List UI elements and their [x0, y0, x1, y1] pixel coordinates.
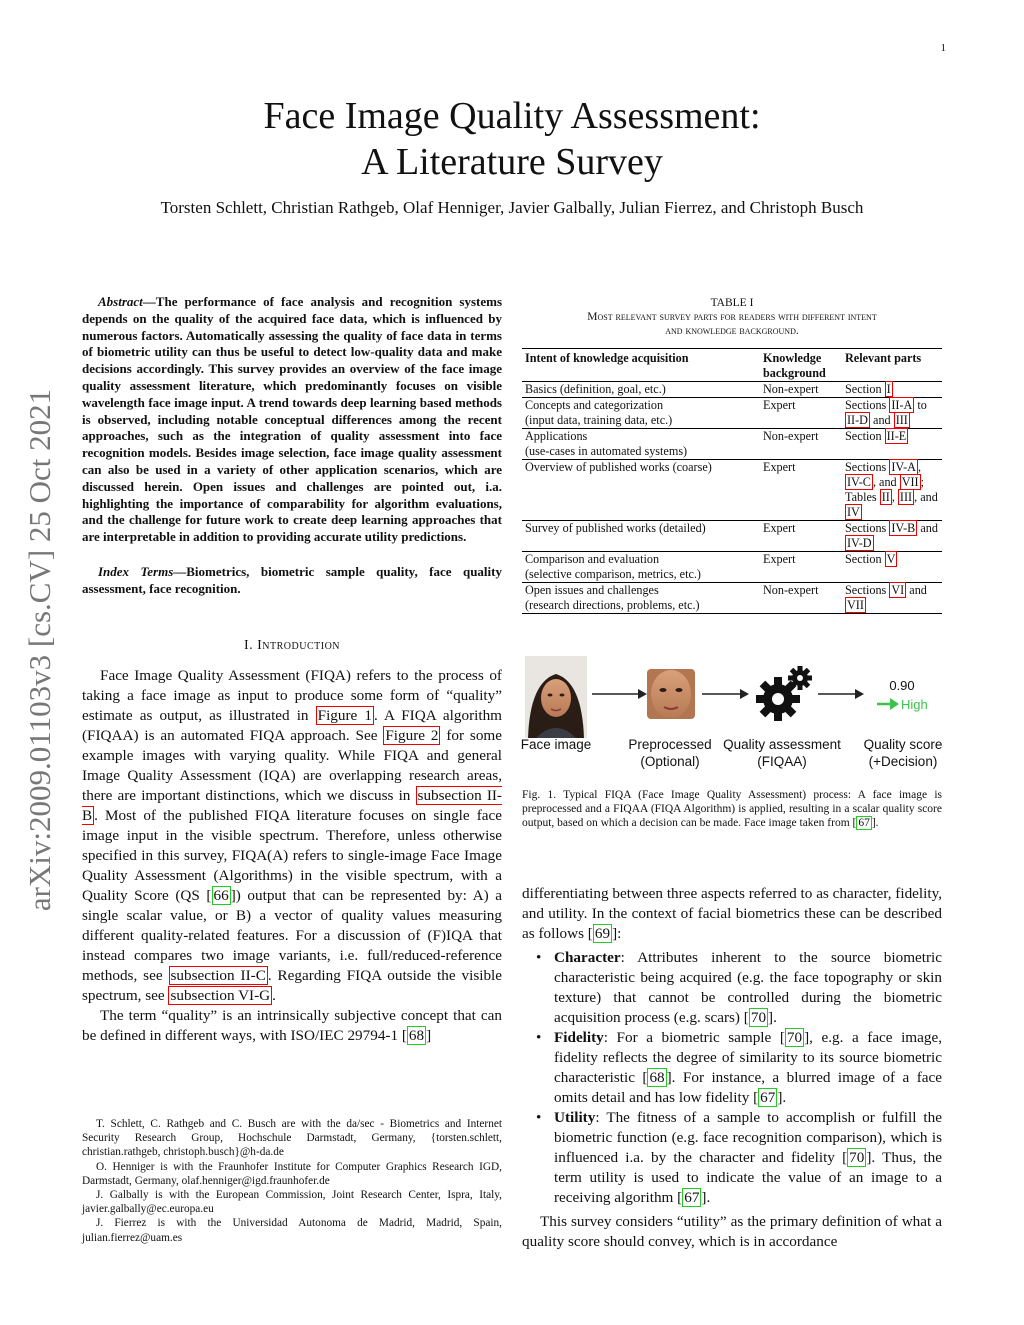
table-row — [522, 460, 942, 521]
footnote-item: O. Henniger is with the Fraunhofer Institute for Computer Graphics Research IGD, Darmstadt, Germany, olaf.henniger@igd.fraunhofer.de — [82, 1160, 502, 1187]
abstract-text: —The performance of face analysis and recognition systems depends on the quality of the acquired face data, which is influenced by numerous factors. Automatically assessing the quality of face data in terms of biometric utility can thus be useful to detect low-quality data and make decisions accordingly. This survey provides an overview of the face image quality assessment literature, which predominantly focuses on visible wavelength face image input. A trend towards deep learning based methods is observed, including notable conceptual differences among the recent approaches, such as the integration of quality assessment into face recognition models. Besides image selection, face image quality assessment can also be used in a variety of other application scenarios, which are discussed herein. Open issues and challenges are pointed out, i.a. highlighting the importance of comparability for algorithm evaluations, and the challenge for future work to create deep learning approaches that are interpretable in addition to providing accurate utility predictions. — [82, 294, 502, 545]
table-i — [522, 296, 942, 614]
face-photo — [525, 656, 587, 738]
cell-background: Non-expert — [760, 429, 842, 460]
text-run: : Attributes inherent to the source biometric characteristic being acquired (e.g. the face topography or skin texture) that cannot be controlled during the biometric acquisition process (e.g. scars) [ — [554, 949, 942, 1026]
text-run: ]: — [612, 925, 622, 942]
cell-relevant-parts — [842, 552, 942, 583]
cell-relevant-parts — [842, 521, 942, 552]
text-run: ]. For instance, a blurred image of a face omits detail and has low fidelity [ — [554, 1069, 942, 1106]
section-link[interactable]: IV-C — [847, 475, 871, 489]
bullet: • — [536, 1029, 542, 1046]
section-link[interactable]: VII — [901, 475, 919, 489]
paragraph-utility-definition: This survey considers “utility” as the primary definition of what a quality score should convey, which is in accordance — [522, 1213, 942, 1250]
text-run: Section — [845, 382, 885, 396]
footnote-item: T. Schlett, C. Rathgeb and C. Busch are with the da/sec - Biometrics and Internet Security Research Group, Hochschule Darmstadt, Germany, {torsten.schlett, christian.rathgeb, christoph.busch}@h-da.de — [82, 1118, 502, 1159]
abstract-label: Abstract — [98, 294, 143, 309]
intent-text: Basics (definition, goal, etc.) — [525, 382, 666, 396]
section-link[interactable]: III — [895, 413, 908, 427]
cell-relevant-parts — [842, 583, 942, 614]
text-run: for some example images with varying quality. While FIQA and general Image Quality Assessment (IQA) are overlapping research areas, there are important distinctions, which we discuss in — [82, 726, 502, 804]
arrow-2 — [702, 689, 749, 699]
text-run: ]. Thus, the term utility is used to indicate the value of an image to a receiving algorithm [ — [554, 1149, 942, 1206]
cell-background: Expert — [760, 521, 842, 552]
subsection-ii-c-link[interactable]: subsection II-C — [170, 966, 266, 984]
citation-67[interactable]: 67 — [684, 1189, 700, 1206]
term: Fidelity — [554, 1029, 604, 1046]
label-line: Quality score — [863, 737, 943, 752]
text-run: , — [891, 490, 898, 504]
cell-relevant-parts — [842, 398, 942, 429]
label-quality-assessment — [716, 736, 848, 770]
cell-relevant-parts — [842, 429, 942, 460]
intro-paragraph-1 — [82, 666, 502, 1006]
text-run: , and — [872, 475, 900, 489]
text-run: ]) output that can be represented by: A) a single scalar value, or B) a vector of quality values measuring different quality-related features. For a discussion of (F)IQA that instead compares two image variants, i.e. full/reduced-reference methods, see — [82, 886, 502, 984]
term: Utility — [554, 1109, 596, 1126]
intent-text: Applications — [525, 429, 588, 443]
arrow-3 — [818, 689, 864, 699]
cell-background: Expert — [760, 552, 842, 583]
bullet: • — [536, 949, 542, 966]
bullet: • — [536, 1109, 542, 1126]
text-run: Sections — [845, 398, 890, 412]
cell-intent — [522, 398, 760, 429]
text-run: : The fitness of a sample to accomplish or fulfill the biometric function (e.g. face recognition comparison), which is influenced i.a. by the character and fidelity [ — [554, 1109, 942, 1166]
figure-1-caption — [522, 788, 942, 830]
label-line: Preprocessed — [628, 737, 712, 752]
quality-aspects-list — [522, 948, 942, 1208]
table-row — [522, 429, 942, 460]
right-column-text — [522, 884, 942, 1252]
citation-69[interactable]: 69 — [594, 925, 611, 942]
table-header: Intent of knowledge acquisition — [522, 349, 760, 382]
section-link[interactable]: IV-B — [891, 521, 916, 535]
text-run: ], e.g. a face image, fidelity reflects the degree of similarity to its source biometric characteristic [ — [554, 1029, 942, 1086]
text-run: ]. — [871, 817, 879, 829]
section-link[interactable]: VII — [847, 598, 864, 612]
citation-70[interactable]: 70 — [786, 1029, 803, 1046]
table-row — [522, 382, 942, 398]
gears-icon — [756, 666, 812, 721]
label-line: Face image — [520, 737, 592, 752]
figure-2-link[interactable]: Figure 2 — [385, 726, 439, 744]
citation-68[interactable]: 68 — [408, 1026, 425, 1044]
paper-title-line2: A Literature Survey — [361, 141, 663, 183]
citation-66[interactable]: 66 — [213, 886, 229, 904]
text-run: ; Tables — [845, 475, 924, 504]
cell-intent — [522, 382, 760, 398]
section-link[interactable]: VI — [891, 583, 905, 597]
text-run: : For a biometric sample [ — [603, 1029, 785, 1046]
label-quality-score — [852, 736, 954, 770]
text-run: ]. — [777, 1089, 787, 1106]
left-column — [82, 294, 502, 1046]
text-run: ]. — [768, 1009, 777, 1026]
text-run: . — [272, 986, 276, 1004]
index-terms-label: Index Terms — [98, 563, 174, 579]
cell-background: Non-expert — [760, 382, 842, 398]
text-run: ]. — [701, 1189, 711, 1206]
text-run: and — [869, 413, 894, 427]
text-run: The term “quality” is an intrinsically subjective concept that can be defined in different ways, with ISO/IEC 29794-1 [ — [82, 1006, 502, 1044]
preprocessed-face — [647, 669, 695, 719]
index-terms-text: —Biometrics, biometric sample quality, face quality assessment, face recognition. — [82, 563, 502, 596]
table-caption-line1: Most relevant survey parts for readers with different intent — [587, 311, 877, 323]
index-terms — [82, 564, 502, 598]
section-heading-introduction — [82, 636, 502, 656]
section-link[interactable]: II-E — [886, 429, 907, 443]
abstract — [82, 294, 502, 546]
cell-intent — [522, 521, 760, 552]
text-run: and — [906, 583, 927, 597]
table-caption-line2: and knowledge background. — [665, 325, 799, 337]
citation-70[interactable]: 70 — [750, 1009, 767, 1026]
table-row — [522, 521, 942, 552]
footnote-item: J. Fierrez is with the Universidad Autonoma de Madrid, Madrid, Spain, julian.fierrez@uam.es — [82, 1217, 502, 1244]
text-run: , and — [914, 490, 938, 504]
footnote-item: J. Galbally is with the European Commission, Joint Research Center, Ispra, Italy, javier.galbally@ec.europa.eu — [82, 1189, 502, 1216]
table-row — [522, 552, 942, 583]
label-preprocessed — [620, 736, 720, 770]
intro-paragraph-2 — [82, 1006, 502, 1046]
intent-detail: (research directions, problems, etc.) — [525, 598, 700, 612]
text-run: ] — [426, 1026, 432, 1044]
table-header: Knowledge background — [760, 349, 842, 382]
footnotes — [82, 1117, 502, 1245]
citation-67[interactable]: 67 — [760, 1089, 776, 1106]
text-run: Sections — [845, 460, 890, 474]
table-row — [522, 583, 942, 614]
intent-detail: (use-cases in automated systems) — [525, 444, 688, 458]
text-run: . Most of the published FIQA literature focuses on single face image input in the visible spectrum. Therefore, unless otherwise specified in this survey, FIQA(A) refers to single-image Face Image Quality Assessment (Algorithms) in the visible spectrum, with a Quality Score (QS [ — [82, 806, 502, 904]
text-run: Fig. 1. Typical FIQA (Face Image Quality Assessment) process: A face image is preprocessed and a FIQAA (FIQA Algorithm) is applied, resulting in a scalar quality score output, based on which a decision can be made. Face image taken from [ — [522, 789, 942, 829]
cell-relevant-parts — [842, 382, 942, 398]
author-list: Torsten Schlett, Christian Rathgeb, Olaf Henniger, Javier Galbally, Julian Fierrez, and Christoph Busch — [160, 198, 864, 217]
table-header: Relevant parts — [842, 349, 942, 382]
quality-level-label: High — [901, 697, 928, 712]
section-link[interactable]: II-A — [891, 398, 913, 412]
cell-intent — [522, 460, 760, 521]
section-link[interactable]: II — [881, 490, 890, 504]
citation-70[interactable]: 70 — [849, 1149, 865, 1166]
text-run: . A FIQA algorithm (FIQAA) is an automated FIQA approach. See — [82, 706, 502, 744]
intent-text: Overview of published works (coarse) — [525, 460, 712, 474]
label-line: (+Decision) — [868, 754, 938, 769]
cell-relevant-parts — [842, 460, 942, 521]
label-line: (Optional) — [640, 754, 700, 769]
paragraph-quality-aspects — [522, 884, 942, 944]
citation-67[interactable]: 67 — [858, 817, 870, 829]
page-number: 1 — [940, 42, 946, 54]
list-item-fidelity — [522, 1028, 942, 1108]
section-link[interactable]: I — [886, 382, 891, 396]
cell-background: Non-expert — [760, 583, 842, 614]
cell-intent — [522, 552, 760, 583]
text-run: , — [917, 460, 922, 474]
arrow-1 — [592, 689, 647, 699]
text-run: Face Image Quality Assessment (FIQA) refers to the process of taking a face image as input to produce some form of “quality” estimate as output, as illustrated in — [82, 666, 502, 724]
text-run: Sections — [845, 521, 890, 535]
section-link[interactable]: IV-D — [847, 536, 872, 550]
text-run: . Regarding FIQA outside the visible spectrum, see — [82, 966, 503, 1004]
table-row — [522, 398, 942, 429]
section-link[interactable]: V — [886, 552, 896, 566]
subsection-ii-b-link[interactable]: subsection II-B — [82, 786, 502, 824]
section-link[interactable]: II-D — [847, 413, 868, 427]
intent-text: Concepts and categorization — [525, 398, 664, 412]
quality-score-value: 0.90 — [889, 678, 915, 693]
text-run: to — [914, 398, 927, 412]
table-label: TABLE I — [710, 297, 754, 309]
text-run: Sections — [845, 583, 890, 597]
knowledge-table — [522, 348, 942, 614]
label-line: Quality assessment — [723, 737, 841, 752]
cell-background: Expert — [760, 460, 842, 521]
section-link[interactable]: IV — [847, 505, 860, 519]
cell-intent — [522, 429, 760, 460]
arxiv-identifier: arXiv:2009.01103v3 [cs.CV] 25 Oct 2021 — [22, 388, 57, 912]
paper-title-line1: Face Image Quality Assessment: — [263, 95, 761, 137]
list-item-utility — [522, 1108, 942, 1208]
section-link[interactable]: III — [899, 490, 913, 504]
high-arrow-icon — [877, 698, 899, 710]
text-run: Section — [845, 429, 885, 443]
text-run: Section — [845, 552, 885, 566]
label-line: (FIQAA) — [757, 754, 807, 769]
arxiv-sidebar — [18, 355, 62, 945]
intent-text: Survey of published works (detailed) — [525, 521, 706, 535]
section-title: I. Introduction — [243, 637, 341, 653]
subsection-vi-g-link[interactable]: subsection VI-G — [170, 986, 271, 1004]
citation-68[interactable]: 68 — [649, 1069, 665, 1086]
text-run: differentiating between three aspects referred to as character, fidelity, and utility. In the context of facial biometrics these can be described as follows [ — [522, 885, 942, 942]
figure-1-link[interactable]: Figure 1 — [317, 706, 372, 724]
intent-text: Open issues and challenges — [525, 583, 659, 597]
cell-background: Expert — [760, 398, 842, 429]
section-link[interactable]: IV-A — [891, 460, 916, 474]
cell-intent — [522, 583, 760, 614]
intent-text: Comparison and evaluation — [525, 552, 660, 566]
intent-detail: (input data, training data, etc.) — [525, 413, 673, 427]
term: Character — [554, 949, 621, 966]
label-face-image — [510, 736, 602, 753]
intent-detail: (selective comparison, metrics, etc.) — [525, 567, 701, 581]
text-run: and — [917, 521, 938, 535]
list-item-character — [522, 948, 942, 1028]
